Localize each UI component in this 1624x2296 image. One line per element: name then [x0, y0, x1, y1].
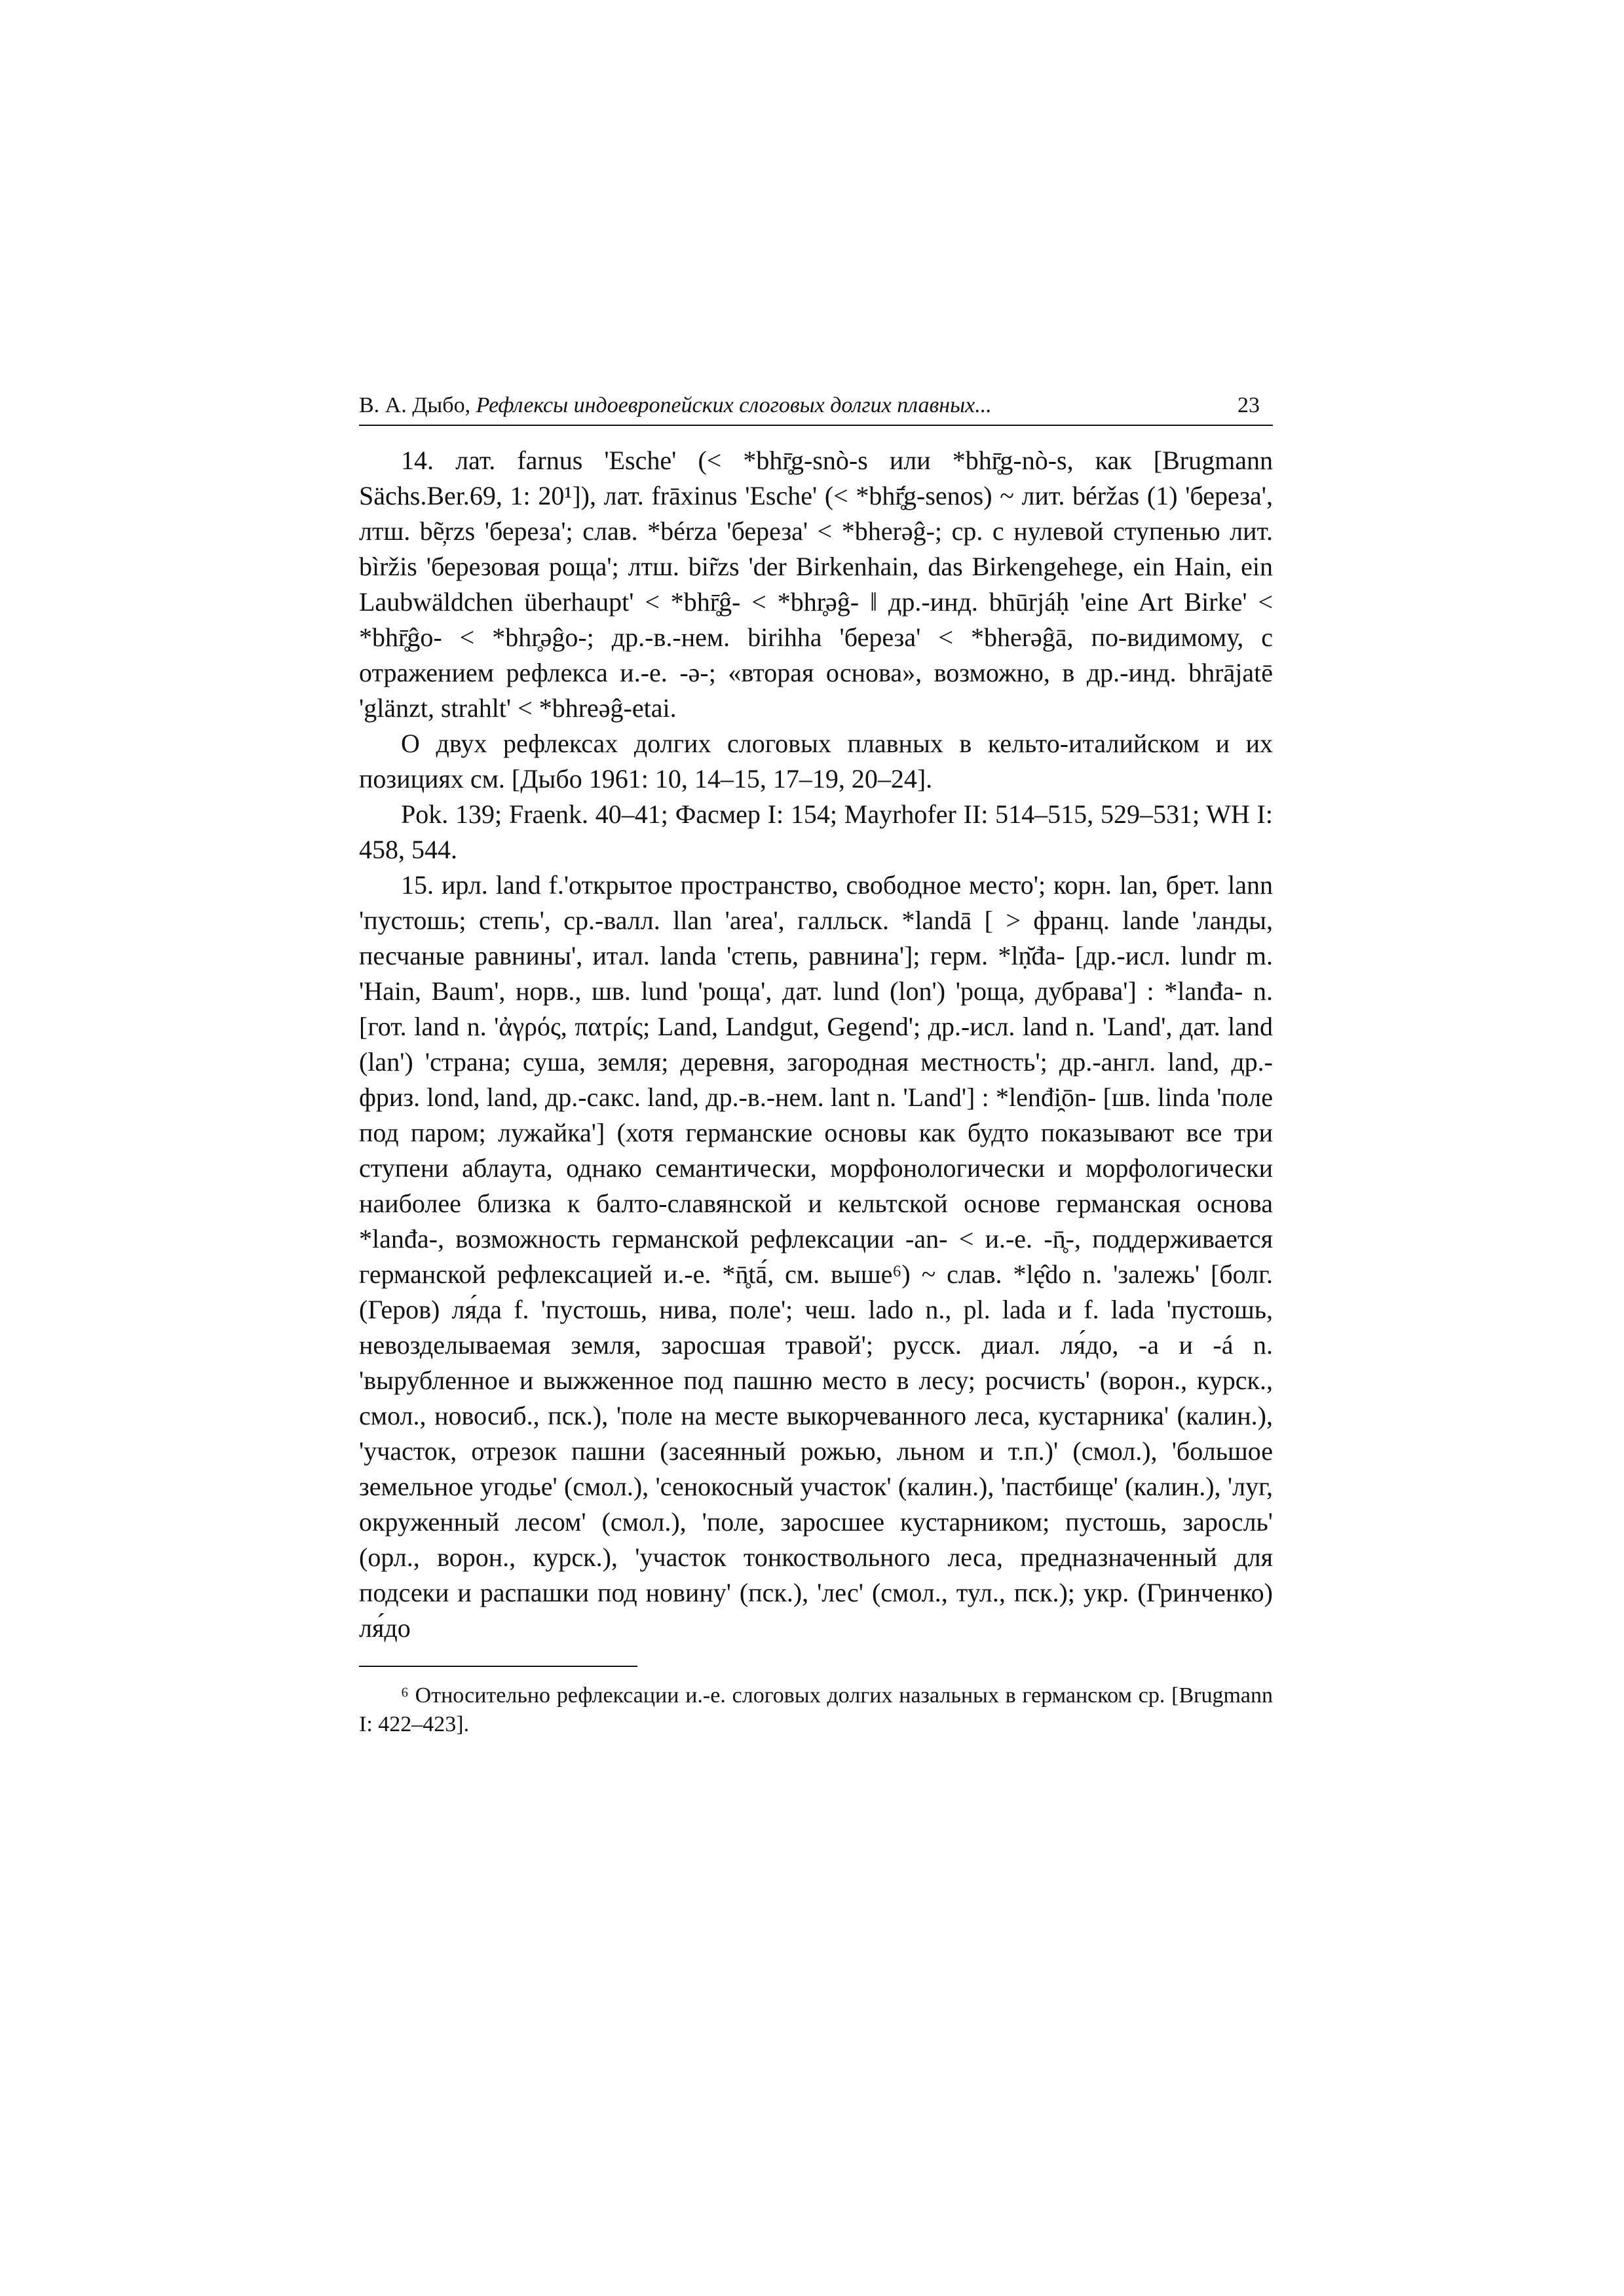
paragraph-reflexes-note: О двух рефлексах долгих слоговых плавных в кельто-италийском и их позициях см. [Дыбо 1961: 10, 14–15, 17–19, 20–24]. [359, 729, 1273, 794]
header-title: Рефлексы индоевропейских слоговых долгих плавных... [476, 393, 992, 417]
paragraph-references: Pok. 139; Fraenk. 40–41; Фасмер I: 154; Mayrhofer II: 514–515, 529–531; WH I: 458, 544. [359, 799, 1273, 864]
running-header [359, 387, 1273, 426]
paragraph-entry-15: 15. ирл. land f.'открытое пространство, свободное место'; корн. lan, брет. lann 'пустошь; степь', ср.-валл. llan 'area', галльск. *landā [ > франц. lande 'ланды, песчаные равнины', итал. landa 'степь, равнина']; герм. *lṇ̆đa- [др.-исл. lundr m. 'Hain, Baum', норв., шв. lund 'роща', дат. lund (lon') 'роща, дубрава'] : *lanđa- n. [гот. land n. 'ἀγρός, πατρίς; Land, Landgut, Gegend'; др.-исл. land n. 'Land', дат. land (lan') 'страна; суша, земля; деревня, загородная местность'; др.-англ. land, др.-фриз. lond, land, др.-сакс. land, др.-в.-нем. lant n. 'Land'] : *lenđi̯ōn- [шв. linda 'поле под паром; лужайка'] (хотя германские основы как будто показывают все три ступени аблаута, однако семантически, морфонологически и морфологически наиболее близка к балто-славянской и кельтской основе германская основа *lanđa-, возможность германской рефлексации -an- < и.-е. -n̥̄-, поддерживается германской рефлексацией и.-е. *n̥̄tā́, см. выше⁶) ~ слав. *lę̂do n. 'залежь' [болг. (Геров) ля́да f. 'пустошь, нива, поле'; чеш. lado n., pl. lada и f. lada 'пустошь, невозделываемая земля, заросшая травой'; русск. диал. ля́до, -а и -á n. 'вырубленное и выжженное под пашню место в лесу; росчисть' (ворон., курск., смол., новосиб., пск.), 'поле на месте выкорчеванного леса, кустарника' (калин.), 'участок, отрезок пашни (засеянный рожью, льном и т.п.)' (смол.), 'большое земельное угодье' (смол.), 'сенокосный участок' (калин.), 'пастбище' (калин.), 'луг, окруженный лесом' (смол.), 'поле, заросшее кустарником; пустошь, заросль' (орл., ворон., курск.), 'участок тонкоствольного леса, предназначенный для подсеки и распашки под новину' (пск.), 'лес' (смол., тул., пск.); укр. (Гринченко) ля́до [359, 870, 1273, 1643]
header-author: В. А. Дыбо, [359, 393, 471, 417]
page-content [359, 387, 1273, 1739]
footnote-6: ⁶ Относительно рефлексации и.-е. слоговых долгих назальных в германском ср. [Brugmann I: 422–423]. [359, 1683, 1273, 1736]
page-number: 23 [1237, 393, 1260, 417]
footnote-divider [359, 1666, 637, 1667]
paragraph-entry-14: 14. лат. farnus 'Esche' (< *bhr̥̄g-snò-s или *bhr̥̄g-nò-s, как [Brugmann Sächs.Ber.69, 1: 20¹]), лат. frāxinus 'Esche' (< *bhr̥̄́g-senos) ~ лит. béržas (1) 'береза', лтш. bẽ̦rzs 'береза'; слав. *bérza 'береза' < *bherəĝ-; ср. с нулевой ступенью лит. bìržis 'березовая роща'; лтш. bir̃zs 'der Birkenhain, das Birkengehege, ein Hain, ein Laubwäldchen überhaupt' < *bhr̥̄ĝ- < *bhr̥əĝ- ‖ др.-инд. bhūrjáḥ 'eine Art Birke' < *bhr̥̄ĝo- < *bhr̥əĝo-; др.-в.-нем. birihha 'береза' < *bherəĝā, по-видимому, с отражением рефлекса и.-е. -ə-; «вторая основа», возможно, в др.-инд. bhrājatē 'glänzt, strahlt' < *bhreəĝ-etai. [359, 446, 1273, 723]
main-text [359, 443, 1273, 1646]
